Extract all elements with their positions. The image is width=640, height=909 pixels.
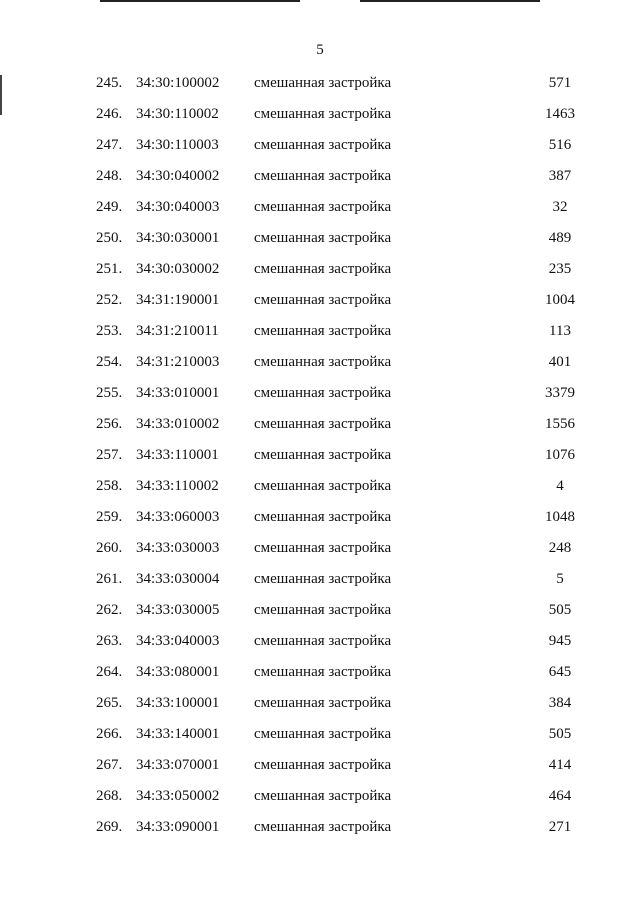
area-value: 414 <box>548 757 572 773</box>
list-row <box>0 288 640 319</box>
development-type: смешанная застройка <box>254 819 392 835</box>
row-number: 263. <box>96 633 123 649</box>
row-number: 259. <box>96 509 123 525</box>
cadastral-code: 34:33:090001 <box>136 819 220 835</box>
area-value: 113 <box>549 323 571 339</box>
row-number: 269. <box>96 819 123 835</box>
area-value: 489 <box>548 230 572 246</box>
development-type: смешанная застройка <box>254 540 392 556</box>
list-row <box>0 691 640 722</box>
row-number: 268. <box>96 788 123 804</box>
list-row <box>0 257 640 288</box>
cadastral-code: 34:31:210011 <box>136 323 219 339</box>
area-value: 401 <box>548 354 572 370</box>
development-type: смешанная застройка <box>254 447 392 463</box>
area-value: 945 <box>548 633 572 649</box>
cadastral-code: 34:31:190001 <box>136 292 220 308</box>
area-value: 1004 <box>545 292 575 308</box>
page-number: 5 <box>316 42 324 58</box>
row-number: 252. <box>96 292 123 308</box>
list-row <box>0 443 640 474</box>
cadastral-code: 34:33:100001 <box>136 695 220 711</box>
list-row <box>0 815 640 846</box>
development-type: смешанная застройка <box>254 199 392 215</box>
development-type: смешанная застройка <box>254 602 392 618</box>
cadastral-code: 34:31:210003 <box>136 354 220 370</box>
row-number: 246. <box>96 106 123 122</box>
row-number: 261. <box>96 571 123 587</box>
row-number: 247. <box>96 137 123 153</box>
list-row <box>0 474 640 505</box>
list-row <box>0 133 640 164</box>
row-number: 265. <box>96 695 123 711</box>
row-number: 253. <box>96 323 123 339</box>
cadastral-code: 34:33:070001 <box>136 757 220 773</box>
row-number: 254. <box>96 354 123 370</box>
scan-border-gap <box>300 0 360 2</box>
row-number: 264. <box>96 664 123 680</box>
area-value: 571 <box>548 75 572 91</box>
development-type: смешанная застройка <box>254 509 392 525</box>
area-value: 235 <box>548 261 572 277</box>
list-row <box>0 102 640 133</box>
row-number: 250. <box>96 230 123 246</box>
development-type: смешанная застройка <box>254 385 392 401</box>
cadastral-code: 34:33:030005 <box>136 602 220 618</box>
development-type: смешанная застройка <box>254 757 392 773</box>
row-number: 257. <box>96 447 123 463</box>
list-row <box>0 381 640 412</box>
cadastral-code: 34:33:040003 <box>136 633 220 649</box>
cadastral-list <box>0 71 640 846</box>
area-value: 464 <box>548 788 572 804</box>
row-number: 260. <box>96 540 123 556</box>
list-row <box>0 722 640 753</box>
list-row <box>0 660 640 691</box>
cadastral-code: 34:33:050002 <box>136 788 220 804</box>
area-value: 3379 <box>545 385 575 401</box>
area-value: 516 <box>548 137 572 153</box>
list-row <box>0 753 640 784</box>
list-row <box>0 629 640 660</box>
list-row <box>0 164 640 195</box>
row-number: 255. <box>96 385 123 401</box>
cadastral-code: 34:30:030001 <box>136 230 220 246</box>
list-row <box>0 319 640 350</box>
development-type: смешанная застройка <box>254 726 392 742</box>
area-value: 505 <box>548 726 572 742</box>
development-type: смешанная застройка <box>254 478 392 494</box>
development-type: смешанная застройка <box>254 571 392 587</box>
cadastral-code: 34:30:110002 <box>136 106 219 122</box>
cadastral-code: 34:30:100002 <box>136 75 220 91</box>
cadastral-code: 34:33:030004 <box>136 571 220 587</box>
cadastral-code: 34:30:040003 <box>136 199 220 215</box>
row-number: 249. <box>96 199 123 215</box>
cadastral-code: 34:30:110003 <box>136 137 219 153</box>
row-number: 258. <box>96 478 123 494</box>
list-row <box>0 195 640 226</box>
area-value: 271 <box>548 819 572 835</box>
development-type: смешанная застройка <box>254 168 392 184</box>
area-value: 1463 <box>545 106 575 122</box>
area-value: 505 <box>548 602 572 618</box>
list-row <box>0 226 640 257</box>
development-type: смешанная застройка <box>254 292 392 308</box>
list-row <box>0 505 640 536</box>
cadastral-code: 34:30:040002 <box>136 168 220 184</box>
development-type: смешанная застройка <box>254 788 392 804</box>
development-type: смешанная застройка <box>254 75 392 91</box>
row-number: 266. <box>96 726 123 742</box>
development-type: смешанная застройка <box>254 633 392 649</box>
area-value: 645 <box>548 664 572 680</box>
cadastral-code: 34:30:030002 <box>136 261 220 277</box>
row-number: 248. <box>96 168 123 184</box>
area-value: 4 <box>556 478 564 494</box>
list-row <box>0 412 640 443</box>
development-type: смешанная застройка <box>254 137 392 153</box>
list-row <box>0 567 640 598</box>
development-type: смешанная застройка <box>254 695 392 711</box>
area-value: 248 <box>548 540 572 556</box>
cadastral-code: 34:33:060003 <box>136 509 220 525</box>
area-value: 1556 <box>545 416 575 432</box>
development-type: смешанная застройка <box>254 664 392 680</box>
cadastral-code: 34:33:140001 <box>136 726 220 742</box>
cadastral-code: 34:33:110001 <box>136 447 219 463</box>
development-type: смешанная застройка <box>254 323 392 339</box>
list-row <box>0 598 640 629</box>
list-row <box>0 536 640 567</box>
development-type: смешанная застройка <box>254 261 392 277</box>
area-value: 1076 <box>545 447 575 463</box>
area-value: 5 <box>556 571 564 587</box>
area-value: 387 <box>548 168 572 184</box>
row-number: 262. <box>96 602 123 618</box>
cadastral-code: 34:33:080001 <box>136 664 220 680</box>
list-row <box>0 71 640 102</box>
area-value: 1048 <box>545 509 575 525</box>
cadastral-code: 34:33:110002 <box>136 478 219 494</box>
development-type: смешанная застройка <box>254 230 392 246</box>
area-value: 32 <box>552 199 568 215</box>
cadastral-code: 34:33:010002 <box>136 416 220 432</box>
list-row <box>0 350 640 381</box>
area-value: 384 <box>548 695 572 711</box>
cadastral-code: 34:33:030003 <box>136 540 220 556</box>
development-type: смешанная застройка <box>254 106 392 122</box>
cadastral-code: 34:33:010001 <box>136 385 220 401</box>
row-number: 251. <box>96 261 123 277</box>
row-number: 267. <box>96 757 123 773</box>
list-row <box>0 784 640 815</box>
development-type: смешанная застройка <box>254 354 392 370</box>
row-number: 245. <box>96 75 123 91</box>
row-number: 256. <box>96 416 123 432</box>
development-type: смешанная застройка <box>254 416 392 432</box>
